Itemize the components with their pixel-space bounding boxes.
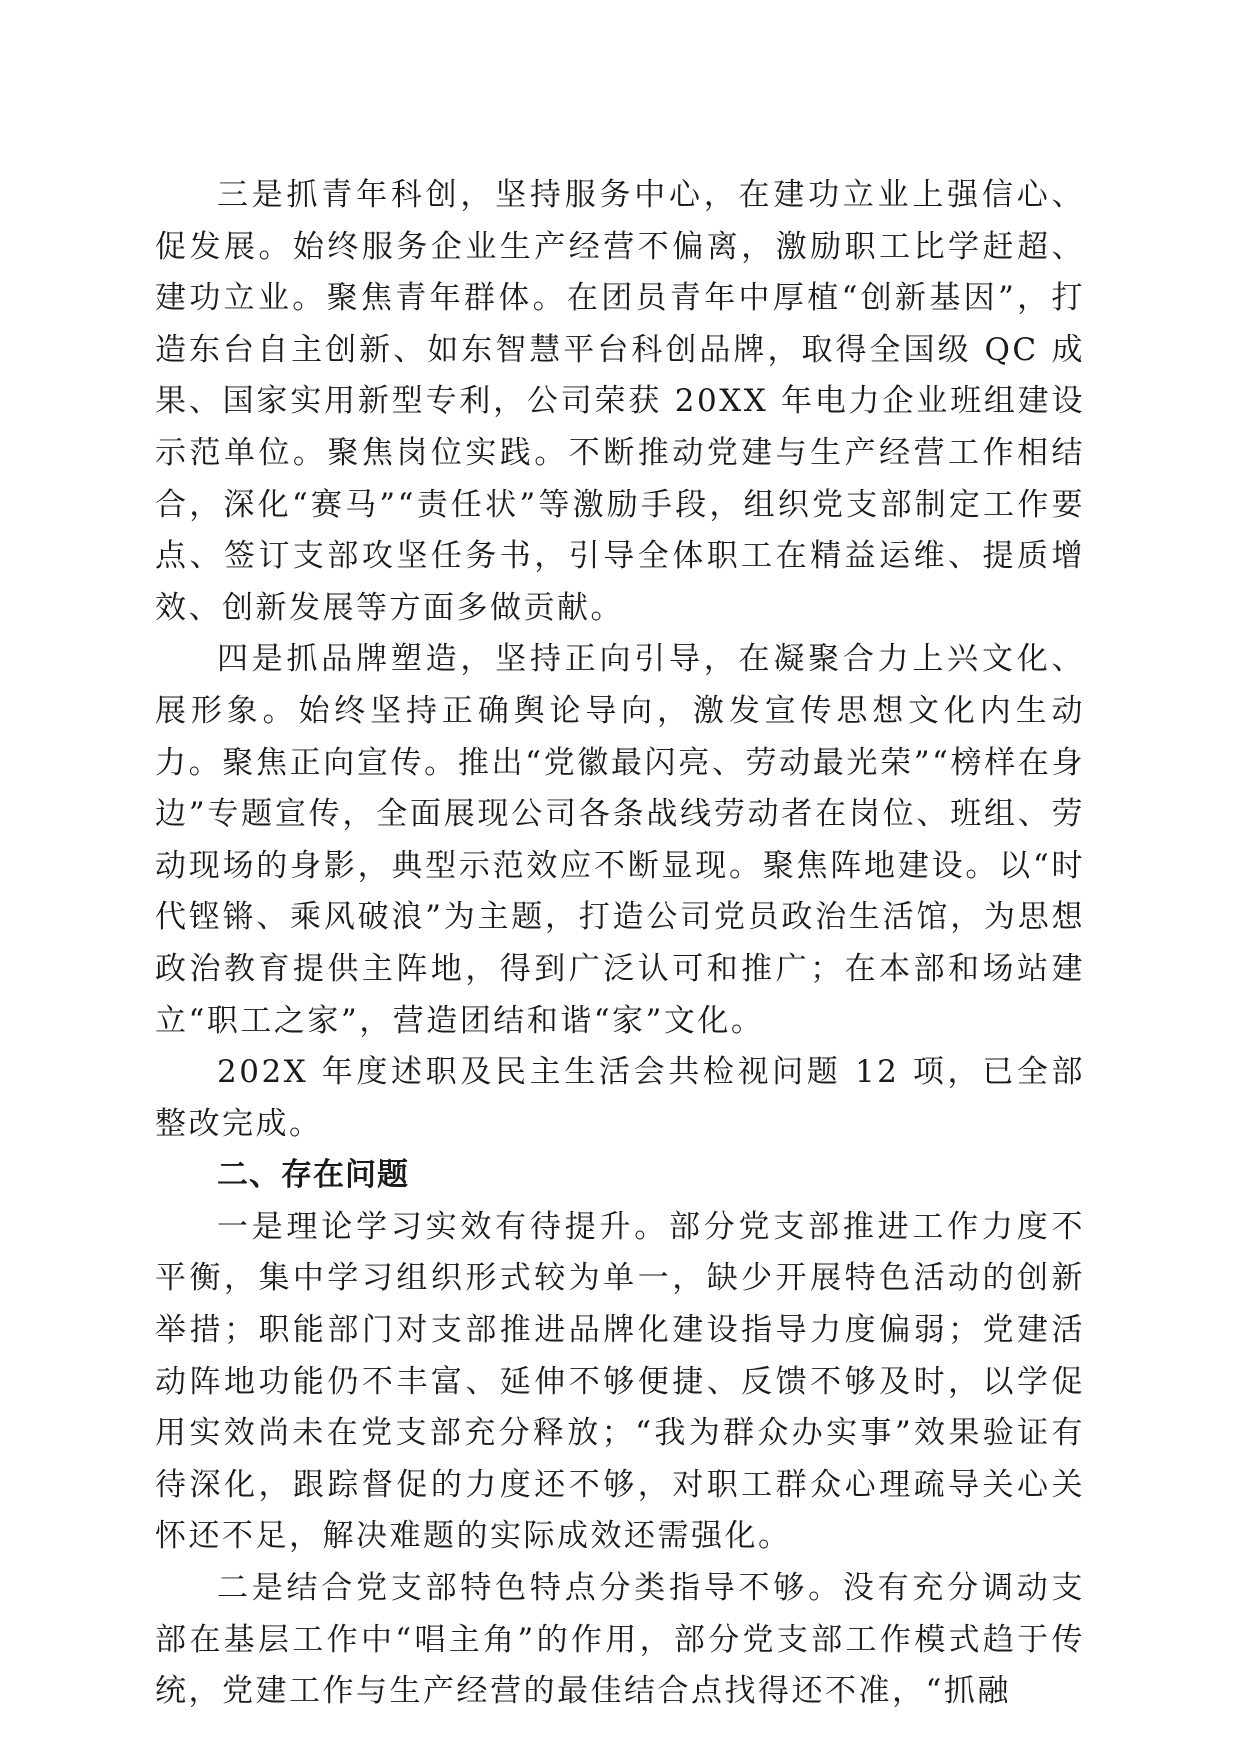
section-heading-existing-problems: 二、存在问题 (217, 1157, 409, 1194)
paragraph-classified-guidance: 二是结合党支部特色特点分类指导不够。没有充分调动支部在基层工作中“唱主角”的作用，部分党支部工作模式趋于传统，党建工作与生产经营的最佳结合点找得还不准，“抓融 (155, 1570, 1085, 1710)
paragraph-brand-building: 四是抓品牌塑造，坚持正向引导，在凝聚合力上兴文化、展形象。始终坚持正确舆论导向，激发宣传思想文化内生动力。聚焦正向宣传。推出“党徽最闪亮、劳动最光荣”“榜样在身边”专题宣传，全面展现公司各条战线劳动者在岗位、班组、劳动现场的身影，典型示范效应不断显现。聚焦阵地建设。以“时代铿锵、乘风破浪”为主题，打造公司党员政治生活馆，为思想政治教育提供主阵地，得到广泛认可和推广；在本部和场站建立“职工之家”，营造团结和谐“家”文化。 (155, 641, 1085, 1039)
paragraph-theory-study: 一是理论学习实效有待提升。部分党支部推进工作力度不平衡，集中学习组织形式较为单一，缺少开展特色活动的创新举措；职能部门对支部推进品牌化建设指导力度偏弱；党建活动阵地功能仍不丰富、延伸不够便捷、反馈不够及时，以学促用实效尚未在党支部充分释放；“我为群众办实事”效果验证有待深化，跟踪督促的力度还不够，对职工群众心理疏导关心关怀还不足，解决难题的实际成效还需强化。 (155, 1208, 1085, 1555)
paragraph-review-summary: 202X 年度述职及民主生活会共检视问题 12 项，已全部整改完成。 (155, 1054, 1085, 1142)
document-body (155, 170, 1085, 1718)
paragraph-youth-innovation: 三是抓青年科创，坚持服务中心，在建功立业上强信心、促发展。始终服务企业生产经营不偏离，激励职工比学赶超、建功立业。聚焦青年群体。在团员青年中厚植“创新基因”，打造东台自主创新、如东智慧平台科创品牌，取得全国级 QC 成果、国家实用新型专利，公司荣获 20XX 年电力企业班组建设示范单位。聚焦岗位实践。不断推动党建与生产经营工作相结合，深化“赛马”“责任状”等激励手段，组织党支部制定工作要点、签订支部攻坚任务书，引导全体职工在精益运维、提质增效、创新发展等方面多做贡献。 (155, 177, 1085, 626)
